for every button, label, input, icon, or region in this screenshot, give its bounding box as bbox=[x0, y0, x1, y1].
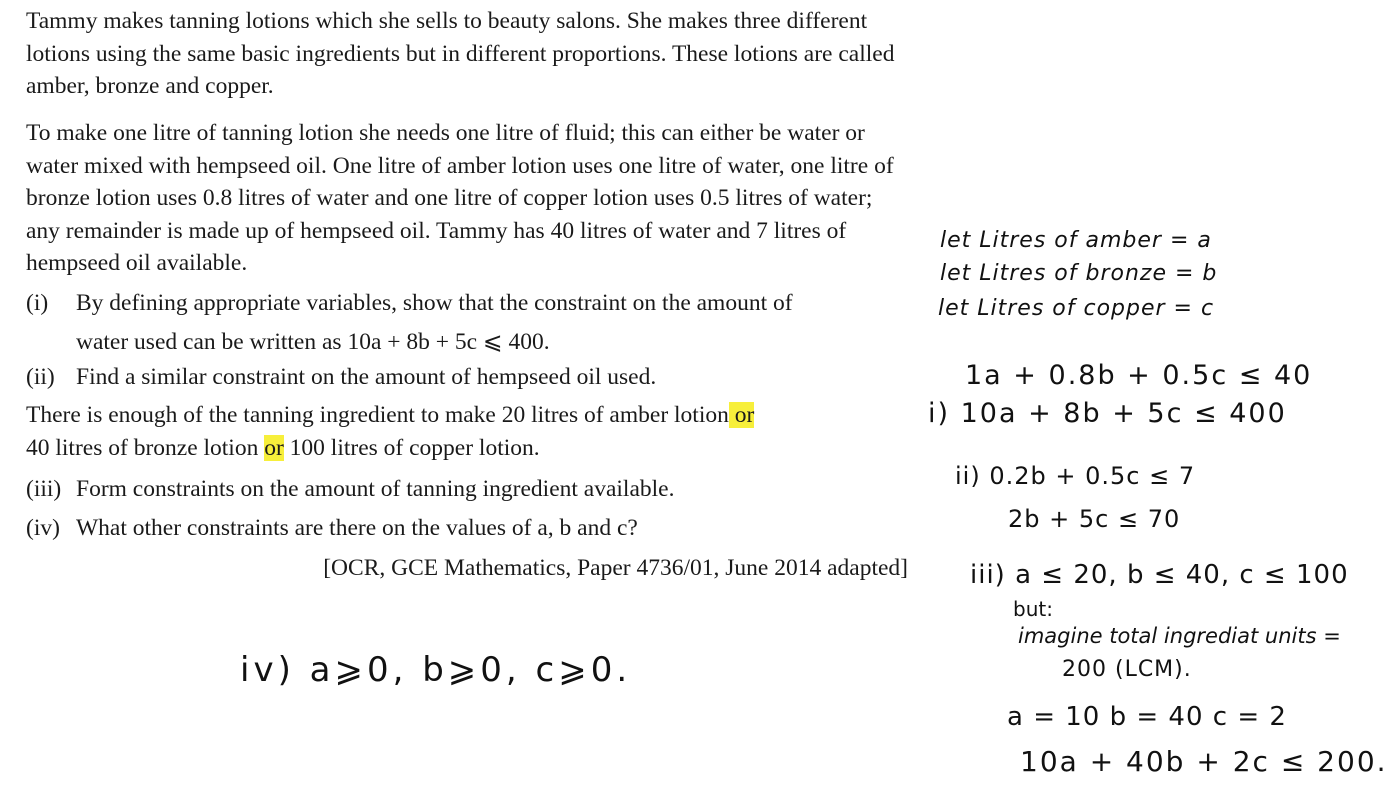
ingredient-text-a: There is enough of the tanning ingredient to make 20 litres of amber lotion bbox=[26, 402, 729, 428]
question-i bbox=[26, 287, 906, 358]
handwritten-answer-ii-simplified: 2b + 5c ≤ 70 bbox=[1008, 505, 1181, 533]
ingredient-text-c: 100 litres of copper lotion. bbox=[283, 434, 540, 461]
handwritten-answer-i: i) 10a + 8b + 5c ≤ 400 bbox=[928, 398, 1287, 429]
handwritten-answer-iv: iv) a⩾0, b⩾0, c⩾0. bbox=[240, 650, 632, 690]
source-citation: [OCR, GCE Mathematics, Paper 4736/01, June 2014 adapted] bbox=[323, 555, 908, 581]
handwritten-final-constraint: 10a + 40b + 2c ≤ 200. bbox=[1020, 745, 1388, 778]
highlighted-or: or bbox=[728, 402, 755, 428]
question-number: (ii) bbox=[26, 364, 55, 390]
question-iii bbox=[26, 473, 906, 505]
intro-text: Tammy makes tanning lotions which she sells to beauty salons. She makes three different lotions using the same basic ingredients but in different proportions. These lotions are called amber, bronze and copper. bbox=[26, 8, 895, 99]
handwritten-but: but: bbox=[1013, 597, 1053, 621]
handwritten-unit-values: a = 10 b = 40 c = 2 bbox=[1007, 702, 1287, 732]
question-text-continued: water used can be written as 10a + 8b + 5c ⩽ 400. bbox=[76, 329, 550, 355]
question-iv bbox=[26, 512, 906, 544]
handwritten-definition-b: let Litres of bronze = b bbox=[940, 261, 1218, 286]
intro-paragraph bbox=[26, 5, 906, 103]
handwritten-lcm: 200 (LCM). bbox=[1062, 657, 1192, 682]
question-text: Find a similar constraint on the amount of hempseed oil used. bbox=[76, 364, 657, 390]
question-text: By defining appropriate variables, show that the constraint on the amount of bbox=[76, 290, 793, 316]
highlighted-or: or bbox=[264, 434, 284, 461]
question-number: (iv) bbox=[26, 515, 60, 541]
question-text: What other constraints are there on the values of a, b and c? bbox=[76, 515, 638, 541]
handwritten-definition-c: let Litres of copper = c bbox=[938, 296, 1215, 321]
handwritten-answer-iii: iii) a ≤ 20, b ≤ 40, c ≤ 100 bbox=[970, 560, 1349, 590]
handwritten-answer-ii: ii) 0.2b + 0.5c ≤ 7 bbox=[955, 462, 1196, 490]
question-number: (iii) bbox=[26, 476, 62, 502]
ingredient-text-b: 40 litres of bronze lotion bbox=[26, 434, 265, 461]
handwritten-imagine-note: imagine total ingrediat units = bbox=[1018, 624, 1341, 648]
question-ii bbox=[26, 361, 906, 393]
details-text: To make one litre of tanning lotion she needs one litre of fluid; this can either be water or water mixed with hempseed oil. One litre of amber lotion uses one litre of water, one litre of bronze lotion uses 0.8 litres of water and one litre of copper lotion uses 0.5 litres of water; any remainder is made up of hempseed oil. Tammy has 40 litres of water and 7 litres of hempseed oil available. bbox=[26, 120, 894, 276]
details-paragraph bbox=[26, 117, 906, 280]
handwritten-water-equation: 1a + 0.8b + 0.5c ≤ 40 bbox=[965, 360, 1313, 391]
question-text: Form constraints on the amount of tanning ingredient available. bbox=[76, 476, 675, 502]
handwritten-definition-a: let Litres of amber = a bbox=[940, 228, 1212, 253]
question-number: (i) bbox=[26, 290, 49, 316]
ingredient-paragraph bbox=[26, 399, 906, 464]
